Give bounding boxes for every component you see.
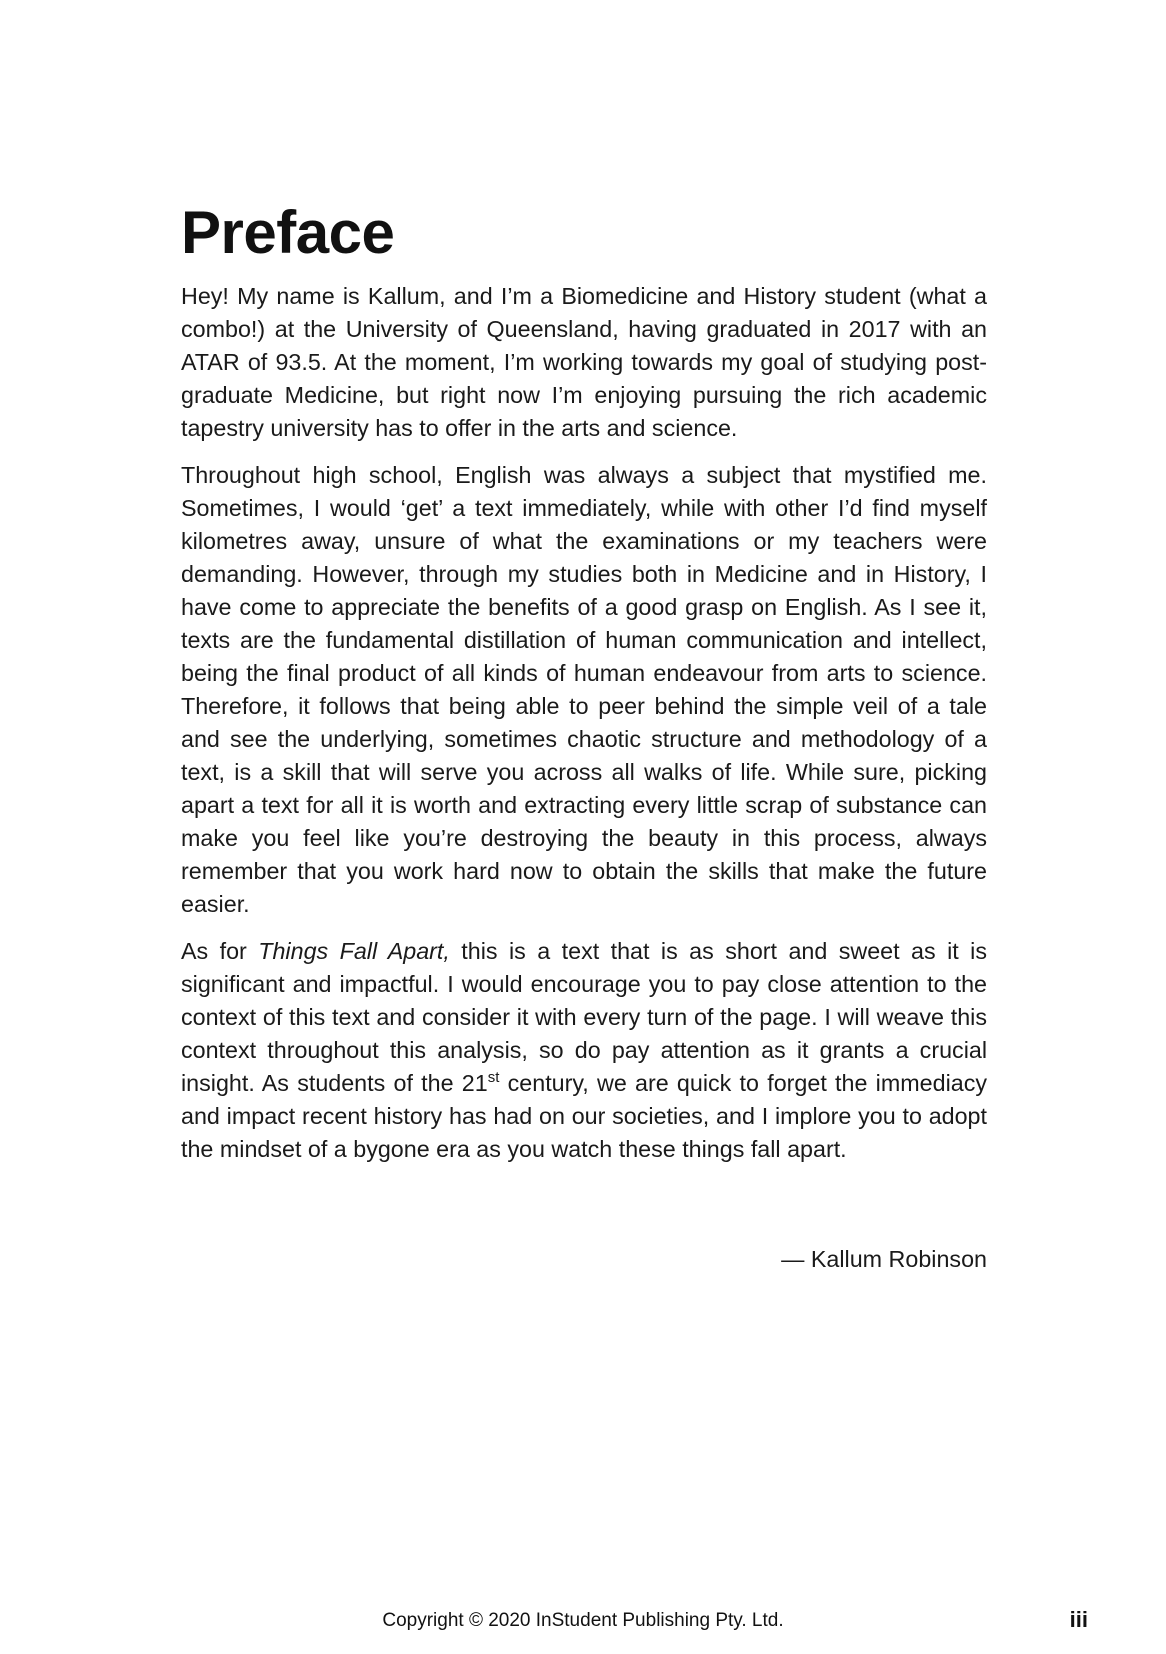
page-title: Preface: [181, 199, 395, 266]
paragraph-intro: Hey! My name is Kallum, and I’m a Biomedicine and History student (what a combo!) at the University of Queensland, having graduated in 2017 with an ATAR of 93.5. At the moment, I’m working towards my goal of studying post-graduate Medicine, but right now I’m enjoying pursuing the rich academic tapestry university has to offer in the arts and science.: [181, 283, 987, 441]
book-title: Things Fall Apart,: [258, 938, 450, 964]
paragraph-things-fall-apart: [181, 935, 987, 1166]
ordinal-superscript: st: [487, 1069, 500, 1086]
paragraph-part-1: this is a text that is as short and sweet as it is significant and impactful. I would encourage you to pay close attention to the context of this text and consider it with every turn of the page. I will weave this context throughout this analysis, so do pay attention as it grants a crucial insight. As students of the 21: [181, 938, 987, 1096]
paragraph-lead: As for: [181, 938, 259, 964]
paragraph-high-school: Throughout high school, English was always a subject that mystified me. Sometimes, I would ‘get’ a text immediately, while with other I’d find myself kilometres away, unsure of what the examinations or my teachers were demanding. However, through my studies both in Medicine and in History, I have come to appreciate the benefits of a good grasp on English. As I see it, texts are the fundamental distillation of human communication and intellect, being the final product of all kinds of human endeavour from arts to science. Therefore, it follows that being able to peer behind the simple veil of a tale and see the underlying, sometimes chaotic structure and methodology of a text, is a skill that will serve you across all walks of life. While sure, picking apart a text for all it is worth and extracting every little scrap of substance can make you feel like you’re destroying the beauty in this process, always remember that you work hard now to obtain the skills that make the future easier.: [181, 462, 987, 917]
preface-body: [181, 280, 987, 1180]
author-signature: — Kallum Robinson: [781, 1246, 987, 1272]
page-number: iii: [1069, 1607, 1088, 1632]
copyright-text: Copyright © 2020 InStudent Publishing Pty. Ltd.: [382, 1610, 784, 1631]
paragraph-part-2: century, we are quick to forget the immediacy and impact recent history has had on our societies, and I implore you to adopt the mindset of a bygone era as you watch these things fall apart.: [181, 1070, 987, 1162]
footer-copyright: [0, 1609, 1166, 1633]
